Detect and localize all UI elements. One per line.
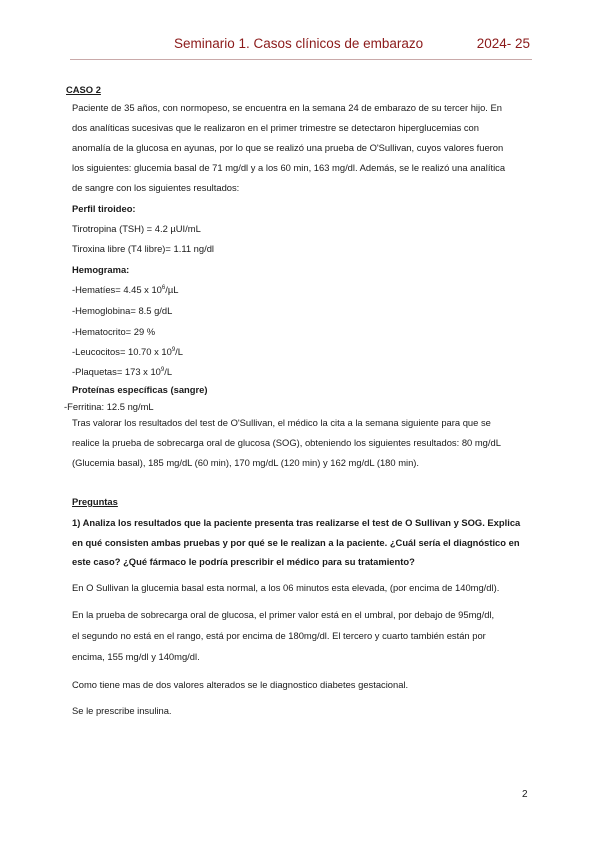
answer-treatment: Se le prescribe insulina.: [72, 705, 172, 716]
page-number: 2: [522, 789, 528, 800]
followup-line: (Glucemia basal), 185 mg/dL (60 min), 170 mg/dL (120 min) y 162 mg/dL (180 min).: [72, 457, 420, 468]
questions-heading: Preguntas: [72, 496, 118, 507]
question-line: 1) Analiza los resultados que la paciente presenta tras realizarse el test de O Sullivan y SOG. Explica: [72, 517, 521, 528]
hematocrito-value: -Hematocrito= 29 %: [72, 326, 156, 337]
hemogram-heading: Hemograma:: [72, 264, 130, 275]
hemoglobina-value: -Hemoglobina= 8.5 g/dL: [72, 305, 173, 316]
leucocitos-value: -Leucocitos= 10.70 x $10^9/L$: [72, 346, 183, 357]
case-paragraph-line: los siguientes: glucemia basal de 71 mg/dl y a los 60 min, 163 mg/dl. Además, se le realizó una analítica: [72, 162, 506, 173]
answer-diagnosis: Como tiene mas de dos valores alterados se le diagnostico diabetes gestacional.: [72, 679, 409, 690]
plaquetas-value: -Plaquetas= 173 x $10^9/L$: [72, 366, 173, 377]
ferritina-value: -Ferritina: 12.5 ng/mL: [64, 401, 154, 412]
case-heading: CASO 2: [66, 84, 101, 95]
case-paragraph-line: anomalía de la glucosa en ayunas, por lo que se realizó una prueba de O'Sullivan, cuyos valores fueron: [72, 142, 504, 153]
answer-osullivan: En O Sullivan la glucemia basal esta normal, a los 06 minutos esta elevada, (por encima de 140mg/dl).: [72, 582, 500, 593]
followup-line: realice la prueba de sobrecarga oral de glucosa (SOG), obteniendo los siguientes resultados: 80 mg/dL: [72, 437, 501, 448]
case-paragraph-line: dos analíticas sucesivas que le realizaron en el primer trimestre se detectaron hiperglucemias con: [72, 122, 479, 133]
header-title: Seminario 1. Casos clínicos de embarazo: [174, 36, 424, 51]
followup-line: Tras valorar los resultados del test de O'Sullivan, el médico la cita a la semana siguiente para que se: [72, 417, 491, 428]
thyroid-heading: Perfil tiroideo:: [72, 203, 136, 214]
case-paragraph-line: Paciente de 35 años, con normopeso, se encuentra en la semana 24 de embarazo de su tercer hijo. En: [72, 102, 502, 113]
proteins-heading: Proteínas específicas (sangre): [72, 384, 208, 395]
case-paragraph-line: de sangre con los siguientes resultados:: [72, 182, 240, 193]
question-line: en qué consisten ambas pruebas y por qué se le realizan a la paciente. ¿Cuál sería el diagnóstico en: [72, 537, 520, 548]
t4-value: Tiroxina libre (T4 libre)= 1.11 ng/dl: [72, 243, 214, 254]
header-year: 2024- 25: [476, 36, 530, 51]
answer-sog-line: encima, 155 mg/dl y 140mg/dl.: [72, 651, 200, 662]
answer-sog-line: En la prueba de sobrecarga oral de glucosa, el primer valor está en el umbral, por debajo de 95mg/dl,: [72, 609, 495, 620]
page-header: [70, 36, 530, 58]
answer-sog-line: el segundo no está en el rango, está por encima de 180mg/dl. El tercero y cuarto también están por: [72, 630, 486, 641]
question-line: este caso? ¿Qué fármaco le podría prescribir el médico para su tratamiento?: [72, 556, 415, 567]
header-divider: [70, 59, 532, 60]
tsh-value: Tirotropina (TSH) = 4.2 µUI/mL: [72, 223, 201, 234]
hematies-value: -Hematíes= 4.45 x $10^6/\mu L$: [72, 284, 179, 295]
